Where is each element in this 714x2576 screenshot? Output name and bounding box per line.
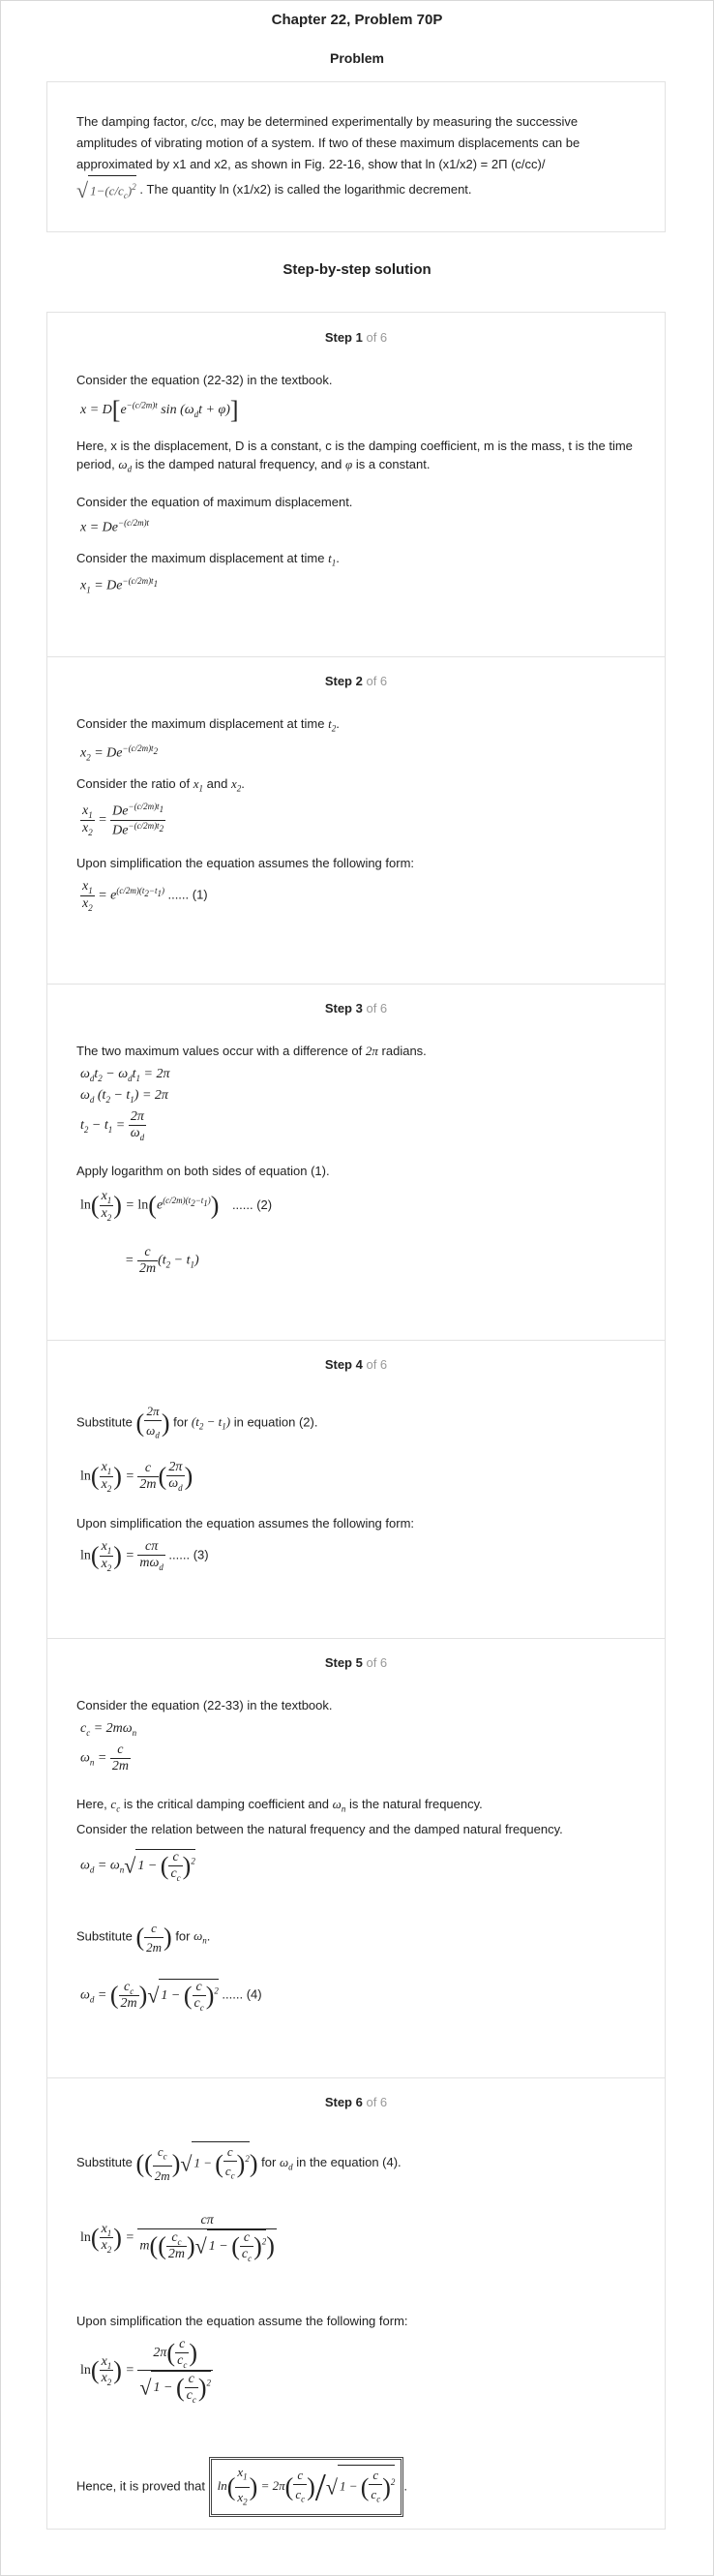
step-1-text-1: Consider the equation (22-32) in the textbook. (76, 373, 333, 387)
step-5 (47, 1638, 665, 2078)
problem-statement (76, 111, 638, 206)
step-2-eq-ratio: $\frac{x_1}{x_2}$ = $\frac{De^{-(c/2m)t_1}}{De^{-(c/2m)t_2}}$ (82, 802, 164, 838)
step-5-eq-4: $\omega_d$ = ( $\frac{c_c}{2m}$ )√ 1 − ( $\frac{c}{c_c}$ )$^2$ ...... (4) (80, 1979, 262, 2013)
problem-heading: Problem (329, 50, 384, 66)
step-1-eq-x1: $x_1 = De^{-(c/2m)t_1}$ (80, 576, 159, 595)
step-5-text-2: Here, $c_c$ is the critical damping coefficient and $\omega_n$ is the natural frequency. (76, 1797, 483, 1814)
step-2-eq-x2: $x_2 = De^{-(c/2m)t_2}$ (80, 743, 159, 763)
step-1 (47, 313, 665, 657)
step-6-text-2: Upon simplification the equation assume the following form: (76, 2314, 408, 2328)
step-5-eq-wn: $\omega_n$ = $\frac{c}{2m}$ (80, 1743, 129, 1773)
step-5-header: Step 5 of 6 (324, 1655, 388, 1670)
step-4-eq-3: ln( $\frac{x_1}{x_2}$ ) = $\frac{c\pi}{m\omega_d}$ ...... (3) (80, 1539, 209, 1573)
step-1-eq-displacement: $x = D[e^{-(c/2m)t}$ $\sin (\omega_dt + \varphi)$] (80, 396, 239, 424)
step-1-text-2: Here, x is the displacement, D is a constant, c is the damping coefficient, m is the mass, t is the time period, $\omega_d$ is the damped natural frequency, and φ is a constant. (76, 439, 633, 474)
step-5-eq-cc: $c_c = 2m\omega_n$ (80, 1721, 137, 1738)
step-3-text-2: Apply logarithm on both sides of equation (1). (76, 1164, 330, 1178)
step-1-header: Step 1 of 6 (324, 330, 388, 345)
step-3-text-1: The two maximum values occur with a difference of 2π radians. (76, 1044, 427, 1058)
step-6-text-1: Substitute (( $\frac{c_c}{2m}$ )√ 1 − ( $\frac{c}{c_c}$ )$^2$) for $\omega_d$ in the equation (4). (76, 2141, 638, 2186)
step-1-text-3: Consider the equation of maximum displacement. (76, 495, 353, 509)
step-5-text-4: Substitute ( $\frac{c}{2m}$ ) for $\omega_n$. (76, 1921, 211, 1955)
step-6-conclusion: Hence, it is proved that ln( $\frac{x_1}{x_2}$ ) = 2π( $\frac{c}{c_c}$ )/√ 1 − ( $\frac{c}{c_c}$ )$^2$ . (76, 2457, 638, 2517)
step-3 (47, 984, 665, 1341)
step-5-text-3: Consider the relation between the natural frequency and the damped natural frequency. (76, 1822, 563, 1836)
step-4-text-1: Substitute ( $\frac{2\pi}{\omega_d}$ ) for $(t_2 - t_1)$ in equation (2). (76, 1404, 318, 1440)
step-2-eq-1: $\frac{x_1}{x_2}$ = $e^{(c/2m)(t_2-t_1)}$ ...... (1) (82, 879, 208, 913)
solution-box (46, 312, 666, 2530)
step-1-eq-max: $x = De^{-(c/2m)t}$ (80, 518, 150, 535)
step-3-header: Step 3 of 6 (324, 1001, 388, 1015)
problem-text-tail: . The quantity ln (x1/x2) is called the logarithmic decrement. (139, 181, 472, 197)
step-2-text-1: Consider the maximum displacement at time $t_2$. (76, 716, 340, 734)
step-6-eq-simplified: ln( $\frac{x_1}{x_2}$ ) = 2π( $\frac{c}{c_c}$ ) √ 1 − ( $\frac{c}{c_c}$ )$^2$ (80, 2337, 211, 2405)
step-3-eq-a: $\omega_dt_2 - \omega_dt_1 = 2\pi$ (80, 1067, 170, 1083)
step-1-text-4: Consider the maximum displacement at time $t_1$. (76, 551, 340, 568)
step-2-header: Step 2 of 6 (324, 674, 388, 688)
step-4-header: Step 4 of 6 (324, 1357, 388, 1372)
problem-text: The damping factor, c/cc, may be determined experimentally by measuring the successive amplitudes of vibrating motion of a system. If two of these maximum displacements can be approximated by x1 and x2, as shown in Fig. 22-16, show that ln (x1/x2) = 2Π (c/cc)/ (76, 114, 580, 171)
step-6 (47, 2077, 665, 2529)
step-5-eq-wd: $\omega_d = \omega_n√$ 1 − ( $\frac{c}{c_c}$ )$^2$ (80, 1850, 195, 1883)
problem-sqrt-expr: √ $1-(c/c_c)^2$ (76, 182, 136, 197)
step-2 (47, 656, 665, 985)
step-6-header: Step 6 of 6 (324, 2095, 388, 2109)
step-4-text-2: Upon simplification the equation assumes the following form: (76, 1516, 415, 1530)
step-2-text-2: Consider the ratio of $x_1$ and $x_2$. (76, 776, 245, 794)
step-4 (47, 1340, 665, 1639)
chapter-title: Chapter 22, Problem 70P (271, 12, 443, 28)
problem-box (46, 81, 666, 232)
solution-heading: Step-by-step solution (283, 261, 431, 278)
step-6-eq-sub: ln( $\frac{x_1}{x_2}$ ) = cπ m(( $\frac{c_c}{2m}$ )√ 1 − ( $\frac{c}{c_c}$ )$^2$) (80, 2213, 275, 2263)
step-5-text-1: Consider the equation (22-33) in the textbook. (76, 1698, 333, 1712)
step-3-eq-2a: ln( $\frac{x_1}{x_2}$ ) = $\ln(e^{(c/2m)(t_2-t_1)})$ ...... (2) (80, 1189, 273, 1223)
final-result-box: ln( $\frac{x_1}{x_2}$ ) = 2π( $\frac{c}{c_c}$ )/√ 1 − ( $\frac{c}{c_c}$ )$^2$ (209, 2457, 404, 2517)
step-2-text-3: Upon simplification the equation assumes the following form: (76, 856, 415, 870)
step-3-eq-2b: = $\frac{c}{2m}$ $(t_2 - t_1)$ (125, 1245, 199, 1276)
step-3-eq-b: $\omega_d$ $(t_2 - t_1) = 2\pi$ (80, 1088, 168, 1105)
step-3-eq-c: $t_2 - t_1$ = $\frac{2\pi}{\omega_d}$ (80, 1109, 145, 1142)
step-4-eq-sub: ln( $\frac{x_1}{x_2}$ ) = $\frac{c}{2m}$ ( $\frac{2\pi}{\omega_d}$ ) (80, 1460, 193, 1494)
